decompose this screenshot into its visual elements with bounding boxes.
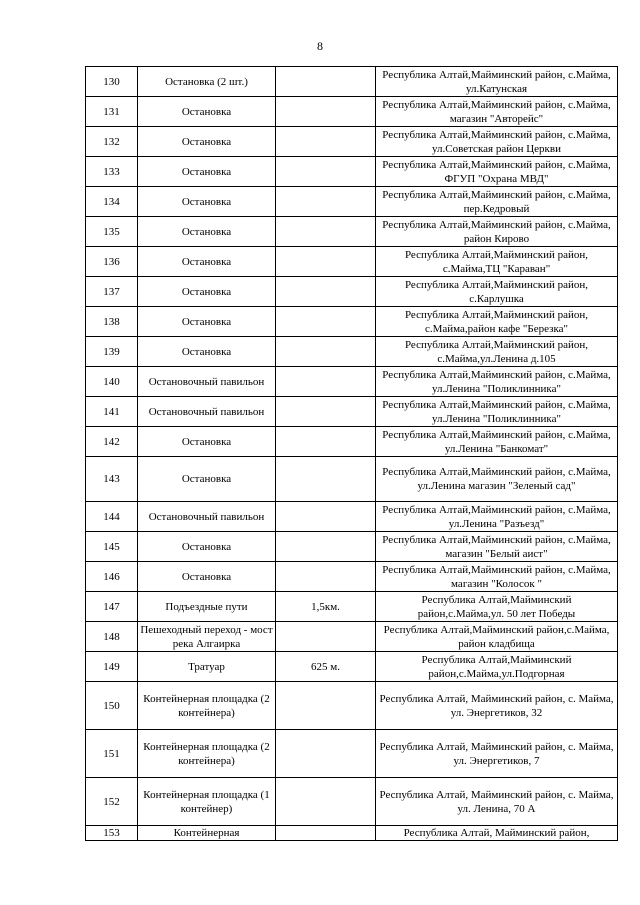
object-name-cell: Остановочный павильон [138, 502, 276, 532]
table-row [86, 397, 618, 427]
object-name-cell: Остановка [138, 97, 276, 127]
address-cell: Республика Алтай,Майминский район, с.Майма, ул.Советская район Церкви [376, 127, 618, 157]
address-cell: Республика Алтай,Майминский район, с.Майма,район кафе "Березка" [376, 307, 618, 337]
address-cell: Республика Алтай,Майминский район, с.Майма, ФГУП "Охрана МВД" [376, 157, 618, 187]
table-row [86, 622, 618, 652]
row-number-cell: 147 [86, 592, 138, 622]
length-cell [276, 307, 376, 337]
row-number-cell: 139 [86, 337, 138, 367]
address-cell: Республика Алтай,Майминский район, с.Майма, ул.Ленина "Поликлинника" [376, 397, 618, 427]
length-cell [276, 457, 376, 502]
length-cell [276, 562, 376, 592]
length-cell [276, 367, 376, 397]
table-row [86, 562, 618, 592]
table-row [86, 337, 618, 367]
address-cell: Республика Алтай,Майминский район, с.Майма, пер.Кедровый [376, 187, 618, 217]
address-cell: Республика Алтай,Майминский район, с.Майма, ул.Ленина "Разъезд" [376, 502, 618, 532]
row-number-cell: 134 [86, 187, 138, 217]
object-name-cell: Остановка [138, 457, 276, 502]
row-number-cell: 141 [86, 397, 138, 427]
object-name-cell: Остановка [138, 427, 276, 457]
length-cell [276, 730, 376, 778]
address-cell: Республика Алтай,Майминский район, с.Майма,ул.Ленина д.105 [376, 337, 618, 367]
row-number-cell: 140 [86, 367, 138, 397]
object-name-cell: Контейнерная [138, 826, 276, 841]
address-cell: Республика Алтай,Майминский район, с.Майма, магазин "Колосок " [376, 562, 618, 592]
length-cell [276, 682, 376, 730]
object-name-cell: Остановка [138, 277, 276, 307]
table-row [86, 97, 618, 127]
object-name-cell: Остановка [138, 157, 276, 187]
table-row [86, 592, 618, 622]
table-row [86, 157, 618, 187]
table-row [86, 217, 618, 247]
table-row [86, 826, 618, 841]
table-row [86, 367, 618, 397]
table-row [86, 187, 618, 217]
object-name-cell: Контейнерная площадка (2 контейнера) [138, 730, 276, 778]
row-number-cell: 132 [86, 127, 138, 157]
address-cell: Республика Алтай,Майминский район, с.Майма, магазин "Белый аист" [376, 532, 618, 562]
object-name-cell: Подъездные пути [138, 592, 276, 622]
table-row [86, 532, 618, 562]
table-row [86, 778, 618, 826]
length-cell [276, 502, 376, 532]
row-number-cell: 149 [86, 652, 138, 682]
address-cell: Республика Алтай,Майминский район, с.Майма, магазин "Авторейс" [376, 97, 618, 127]
address-cell: Республика Алтай,Майминский район,с.Майма,ул.Подгорная [376, 652, 618, 682]
length-cell [276, 127, 376, 157]
object-name-cell: Остановка [138, 217, 276, 247]
row-number-cell: 150 [86, 682, 138, 730]
length-cell: 1,5км. [276, 592, 376, 622]
address-cell: Республика Алтай,Майминский район, с.Майма, ул.Ленина "Поликлинника" [376, 367, 618, 397]
object-name-cell: Остановка [138, 187, 276, 217]
page-number: 8 [317, 39, 323, 53]
object-name-cell: Остановка [138, 247, 276, 277]
row-number-cell: 152 [86, 778, 138, 826]
object-name-cell: Остановка [138, 307, 276, 337]
object-name-cell: Тратуар [138, 652, 276, 682]
object-name-cell: Контейнерная площадка (2 контейнера) [138, 682, 276, 730]
address-cell: Республика Алтай,Майминский район, с.Карлушка [376, 277, 618, 307]
object-name-cell: Пешеходный переход - мост река Алгаирка [138, 622, 276, 652]
row-number-cell: 138 [86, 307, 138, 337]
row-number-cell: 136 [86, 247, 138, 277]
row-number-cell: 153 [86, 826, 138, 841]
address-cell: Республика Алтай, Майминский район, с. Майма, ул. Ленина, 70 А [376, 778, 618, 826]
length-cell [276, 427, 376, 457]
length-cell [276, 277, 376, 307]
length-cell [276, 247, 376, 277]
table-row [86, 457, 618, 502]
address-cell: Республика Алтай,Майминский район, с.Майма,ТЦ "Караван" [376, 247, 618, 277]
row-number-cell: 146 [86, 562, 138, 592]
address-cell: Республика Алтай, Майминский район, с. Майма, ул. Энергетиков, 7 [376, 730, 618, 778]
row-number-cell: 143 [86, 457, 138, 502]
row-number-cell: 131 [86, 97, 138, 127]
object-name-cell: Контейнерная площадка (1 контейнер) [138, 778, 276, 826]
length-cell [276, 826, 376, 841]
objects-table [85, 66, 618, 841]
object-name-cell: Остановка [138, 337, 276, 367]
table-body [86, 67, 618, 841]
table-row [86, 427, 618, 457]
row-number-cell: 151 [86, 730, 138, 778]
table-row [86, 127, 618, 157]
object-name-cell: Остановка (2 шт.) [138, 67, 276, 97]
object-name-cell: Остановка [138, 532, 276, 562]
row-number-cell: 145 [86, 532, 138, 562]
address-cell: Республика Алтай,Майминский район,с.Майма,ул. 50 лет Победы [376, 592, 618, 622]
length-cell [276, 778, 376, 826]
row-number-cell: 144 [86, 502, 138, 532]
length-cell [276, 157, 376, 187]
address-cell: Республика Алтай,Майминский район,с.Майма, район кладбища [376, 622, 618, 652]
table-row [86, 502, 618, 532]
address-cell: Республика Алтай,Майминский район, с.Майма, ул.Ленина "Банкомат" [376, 427, 618, 457]
address-cell: Республика Алтай,Майминский район, с.Майма, район Кирово [376, 217, 618, 247]
length-cell: 625 м. [276, 652, 376, 682]
length-cell [276, 337, 376, 367]
address-cell: Республика Алтай, Майминский район, с. Майма, ул. Энергетиков, 32 [376, 682, 618, 730]
row-number-cell: 135 [86, 217, 138, 247]
object-name-cell: Остановочный павильон [138, 397, 276, 427]
table-row [86, 247, 618, 277]
table-row [86, 307, 618, 337]
length-cell [276, 397, 376, 427]
row-number-cell: 148 [86, 622, 138, 652]
object-name-cell: Остановочный павильон [138, 367, 276, 397]
address-cell: Республика Алтай,Майминский район, с.Майма, ул.Ленина магазин "Зеленый сад" [376, 457, 618, 502]
length-cell [276, 97, 376, 127]
object-name-cell: Остановка [138, 562, 276, 592]
address-cell: Республика Алтай, Майминский район, [376, 826, 618, 841]
table-row [86, 67, 618, 97]
table-row [86, 652, 618, 682]
length-cell [276, 532, 376, 562]
length-cell [276, 187, 376, 217]
row-number-cell: 133 [86, 157, 138, 187]
table-row [86, 730, 618, 778]
length-cell [276, 217, 376, 247]
length-cell [276, 622, 376, 652]
length-cell [276, 67, 376, 97]
object-name-cell: Остановка [138, 127, 276, 157]
row-number-cell: 137 [86, 277, 138, 307]
table-row [86, 682, 618, 730]
row-number-cell: 130 [86, 67, 138, 97]
row-number-cell: 142 [86, 427, 138, 457]
table-row [86, 277, 618, 307]
address-cell: Республика Алтай,Майминский район, с.Майма, ул.Катунская [376, 67, 618, 97]
